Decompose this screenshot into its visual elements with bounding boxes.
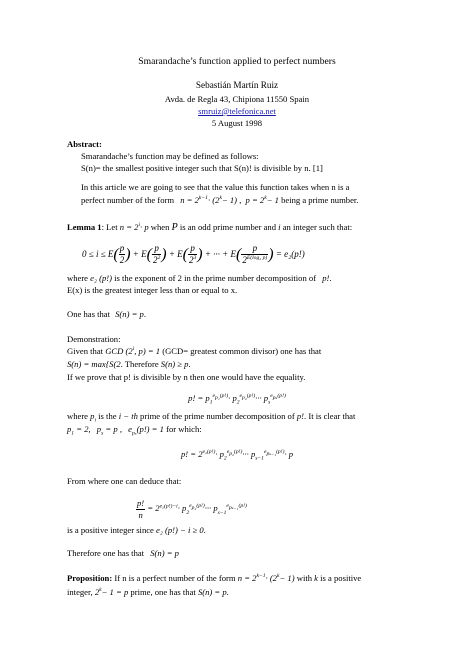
lemma1-i-symbol: i: [278, 222, 281, 232]
demo-pfact-equation: p! = $p_1^{e_{p_1}(p!)}\cdot p_2^{e_{p_2}(p!)}\cdot\cdot\cdot p_s^{e_{p_s}(p!)}$: [188, 393, 286, 406]
demo-given-line: Given that GCD (2$^i$, p) = 1 (GCD= greatest common divisor) one has that: [67, 346, 322, 356]
demo-therefore-line: Therefore one has that S(n) = p: [67, 548, 179, 558]
lemma1-E-definition: E(x) is the greatest integer less than or equal to x.: [67, 285, 238, 295]
proposition-label: Proposition:: [67, 573, 113, 583]
demo-quotient-equation: $\frac{p!}{n}$ = $2^{e_2(p!)-i}\cdot p_2^{e_{p_2}(p!)}\cdot\cdot\cdot p_{s-1}^{e_{p_{s-1}}(p!)}$: [137, 498, 247, 520]
author-address: Avda. de Regla 43, Chipiona 11550 Spain: [164, 94, 310, 104]
lemma1-eq-n: $n = 2^i\cdot p$: [119, 222, 149, 232]
lemma1-where-line: where e₂ (p!) is the exponent of 2 in the prime number decomposition of p!.: [67, 273, 332, 283]
abstract-line4-text-a: perfect number of the form: [81, 195, 175, 205]
demo-prove-line: If we prove that p! is divisible by n then one would have the equality.: [67, 372, 306, 382]
author-name: Sebastián Martín Ruiz: [195, 80, 279, 90]
lemma1-statement: Lemma 1: Let $n = 2^i\cdot p$ when P is an odd prime number and i an integer such that:: [67, 222, 353, 233]
proposition-line-2: integer, $2^k- 1 = p$ prime, one has that S(n) = p.: [67, 587, 229, 597]
author-email-line: [0, 106, 474, 117]
demo-s-max-eq: S(n) = max{S(2: [67, 359, 121, 369]
demo-pfact-2-equation: p! = $2^{e_2(p!)}\cdot p_2^{e_{p_2}(p!)}\cdot\cdot\cdot p_{s-1}^{e_{p_{s-1}}(p!)}\cdot p$: [180, 449, 294, 462]
abstract-eq-p: $p = 2^k- 1$: [245, 195, 279, 205]
abstract-sep: ,: [237, 195, 242, 205]
lemma1-e2-symbol: e₂ (p!): [90, 273, 112, 283]
lemma1-p-symbol: P: [171, 222, 178, 233]
abstract-line-1: Smarandache’s function may be defined as follows:: [81, 151, 259, 161]
abstract-line-3: In this article we are going to see that the value this function takes when n is a: [81, 182, 350, 192]
demo-deduce-line: From where one can deduce that:: [67, 476, 182, 486]
abstract-label: Abstract:: [67, 139, 102, 149]
abstract-line4-text-b: being a prime number.: [281, 195, 359, 205]
abstract-line-4: [81, 195, 358, 206]
demo-gcd-eq: GCD (2$^i$, p) = 1: [105, 346, 161, 356]
author-email-link[interactable]: smruiz@telefonica.net: [198, 106, 276, 116]
demo-positive-line: is a positive integer since e₂ (p!) − i ≥ 0.: [67, 525, 206, 535]
paper-date: 5 August 1998: [211, 118, 263, 128]
paper-title: Smarandache’s function applied to perfect numbers: [138, 56, 336, 67]
demonstration-label: Demonstration:: [67, 334, 121, 344]
demo-s-line: S(n) = max{S(2. Therefore S(n) ≥ p.: [67, 359, 191, 369]
demo-where-line: where $p_i$ is the i − th prime of the prime number decomposition of p!. It is clear that: [67, 411, 356, 424]
lemma1-label: Lemma 1: [67, 222, 102, 232]
abstract-line-2: S(n)= the smallest positive integer such that S(n)! is divisible by n. [1]: [81, 163, 323, 173]
abstract-eq-n: $n = 2^{k-1}\cdot (2^k- 1)$: [180, 195, 238, 205]
demo-clear-line: $p_1 = 2$, $p_s = p$ , $e_{p_s}(p!) = 1$ for which:: [67, 424, 202, 437]
lemma1-claim: One has that S(n) = p.: [67, 309, 146, 319]
proposition-line-1: Proposition: If n is a perfect number of the form $n = 2^{k-1}\cdot (2^k- 1)$ with k is a positive: [67, 573, 362, 583]
lemma1-inequality: 0 ≤ i ≤ E( $\frac{p}{2}$ ) + E( $\frac{p}{2^2}$ ) + E( $\frac{p}{2^3}$ ) + ··· + E( $\frac{p}{2^{E(log_2 p)}}$ ) = e₂(p!): [82, 243, 305, 266]
